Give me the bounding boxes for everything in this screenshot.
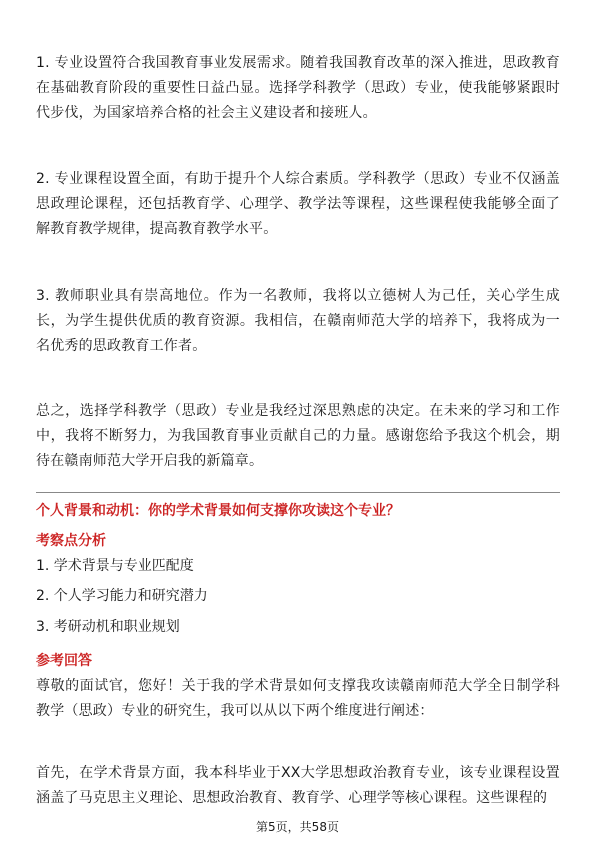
answer-label: 参考回答 xyxy=(36,653,92,669)
section-divider xyxy=(36,492,560,493)
points-label: 考察点分析 xyxy=(36,533,106,549)
answer-paragraph-1: 尊敬的面试官，您好！关于我的学术背景如何支撑我攻读赣南师范大学全日制学科教学（思政）专业的研究生，我可以从以下两个维度进行阐述： xyxy=(36,678,560,719)
page-number: 第5页，共58页 xyxy=(256,820,339,834)
list-item: 1. 学术背景与专业匹配度 xyxy=(36,558,194,574)
list-item: 3. 考研动机和职业规划 xyxy=(36,619,180,635)
paragraph-2: 2. 专业课程设置全面，有助于提升个人综合素质。学科教学（思政）专业不仅涵盖思政理论课程，还包括教育学、心理学、教学法等课程，这些课程使我能够全面了解教育教学规律，提高教育教学水平。 xyxy=(36,171,560,237)
paragraph-3: 3. 教师职业具有崇高地位。作为一名教师，我将以立德树人为己任，关心学生成长，为学生提供优质的教育资源。我相信，在赣南师范大学的培养下，我将成为一名优秀的思政教育工作者。 xyxy=(36,288,560,354)
question-heading: 个人背景和动机：你的学术背景如何支撑你攻读这个专业？ xyxy=(36,503,400,519)
answer-paragraph-2: 首先，在学术背景方面，我本科毕业于XX大学思想政治教育专业，该专业课程设置涵盖了马克思主义理论、思想政治教育、教育学、心理学等核心课程。这些课程的 xyxy=(36,765,560,806)
list-item: 2. 个人学习能力和研究潜力 xyxy=(36,588,208,604)
paragraph-summary: 总之，选择学科教学（思政）专业是我经过深思熟虑的决定。在未来的学习和工作中，我将不断努力，为我国教育事业贡献自己的力量。感谢您给予我这个机会，期待在赣南师范大学开启我的新篇章。 xyxy=(36,403,560,469)
paragraph-1: 1. 专业设置符合我国教育事业发展需求。随着我国教育改革的深入推进，思政教育在基础教育阶段的重要性日益凸显。选择学科教学（思政）专业，使我能够紧跟时代步伐，为国家培养合格的社会主义建设者和接班人。 xyxy=(36,55,560,121)
